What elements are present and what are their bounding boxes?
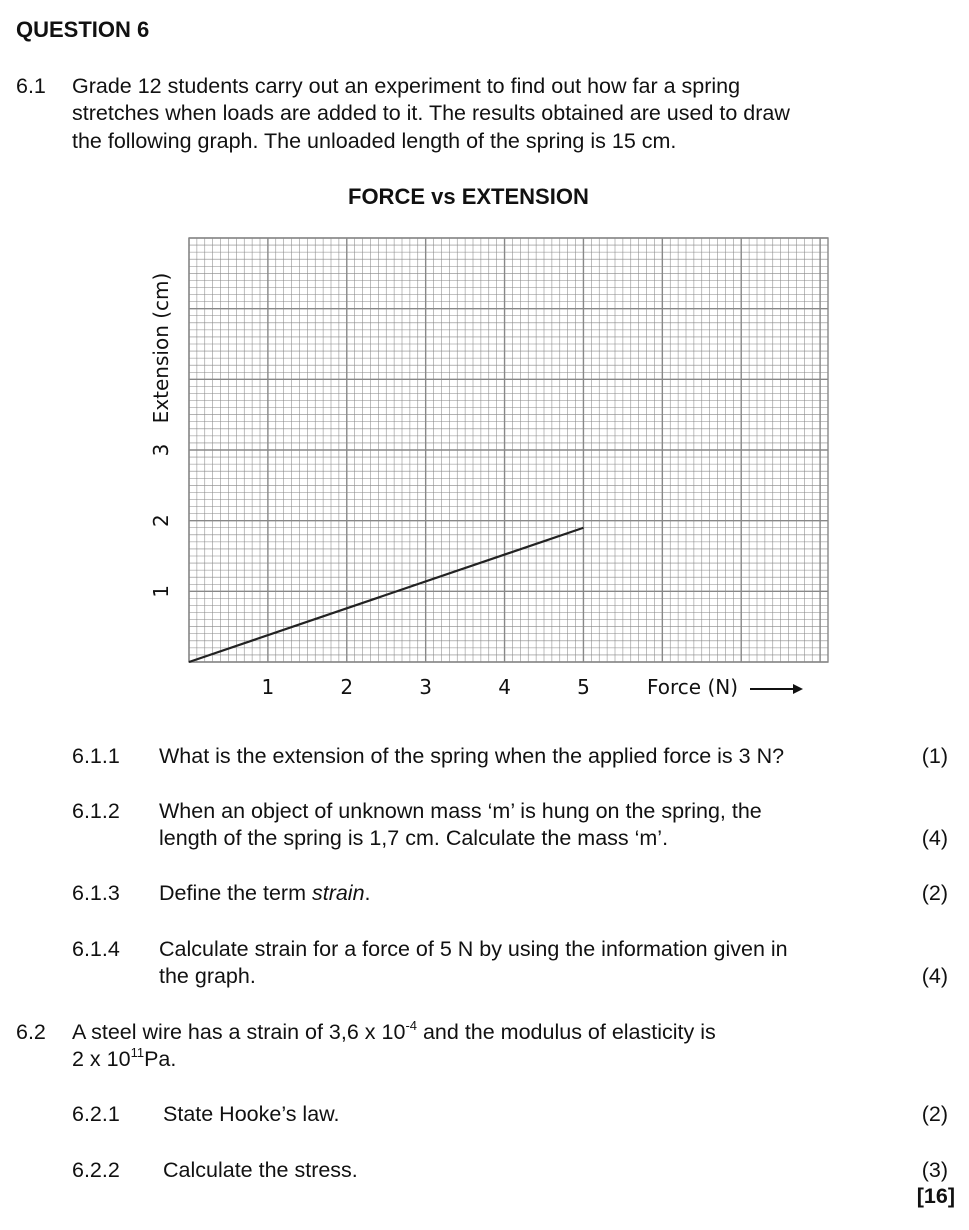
q621-number: 6.2.1 — [72, 1102, 120, 1126]
q62-line-2 — [72, 1046, 176, 1073]
q614-line-1: Calculate strain for a force of 5 N by using the information given in — [159, 937, 788, 961]
x-axis-arrow-head — [793, 684, 803, 694]
q613-term: strain — [311, 881, 365, 905]
x-tick-label: 3 — [419, 675, 433, 699]
q622-marks: (3) — [921, 1158, 948, 1182]
q62-line2-before: 2 x 10 — [72, 1047, 131, 1071]
q62-line2-after: Pa. — [144, 1047, 177, 1071]
q611-marks: (1) — [921, 744, 948, 768]
q614-marks: (4) — [921, 964, 948, 988]
q61-line-3: the following graph. The unloaded length of the spring is 15 cm. — [72, 129, 677, 153]
q62-line2-exponent: 11 — [130, 1045, 145, 1060]
y-axis-label: Extension (cm) — [149, 272, 173, 424]
q621-text: State Hooke’s law. — [163, 1102, 340, 1126]
q614-line-2: the graph. — [159, 964, 256, 988]
question-heading: QUESTION 6 — [16, 17, 150, 42]
q613-number: 6.1.3 — [72, 881, 120, 905]
q614-number: 6.1.4 — [72, 937, 120, 961]
y-tick-label: 1 — [149, 584, 173, 598]
q62-line1-after: and the modulus of elasticity is — [417, 1020, 716, 1044]
q62-line1-before: A steel wire has a strain of 3,6 x 10 — [72, 1020, 406, 1044]
q613-text-before: Define the term — [159, 881, 312, 905]
q622-number: 6.2.2 — [72, 1158, 120, 1182]
q613-text — [159, 880, 371, 907]
q612-line-1: When an object of unknown mass ‘m’ is hung on the spring, the — [159, 799, 762, 823]
q612-number: 6.1.2 — [72, 799, 120, 823]
q62-line-1 — [72, 1019, 716, 1046]
total-marks: [16] — [916, 1184, 955, 1208]
x-axis-label: Force (N) — [647, 675, 739, 699]
q62-line1-exponent: -4 — [405, 1018, 417, 1033]
q611-text: What is the extension of the spring when the applied force is 3 N? — [159, 744, 785, 768]
q62-number: 6.2 — [16, 1020, 46, 1044]
q61-number: 6.1 — [16, 74, 46, 98]
y-tick-label: 3 — [149, 443, 173, 457]
x-tick-label: 1 — [261, 675, 275, 699]
q61-line-2: stretches when loads are added to it. The results obtained are used to draw — [72, 101, 790, 125]
q611-number: 6.1.1 — [72, 744, 120, 768]
q61-line-1: Grade 12 students carry out an experiment to find out how far a spring — [72, 74, 741, 98]
q613-marks: (2) — [921, 881, 948, 905]
q621-marks: (2) — [921, 1102, 948, 1126]
q612-marks: (4) — [921, 826, 948, 850]
x-tick-label: 4 — [498, 675, 511, 699]
y-tick-label: 2 — [149, 514, 173, 528]
q622-text: Calculate the stress. — [163, 1158, 358, 1182]
q612-line-2: length of the spring is 1,7 cm. Calculate the mass ‘m’. — [159, 826, 669, 850]
chart-title: FORCE vs EXTENSION — [348, 184, 589, 209]
x-tick-label: 2 — [340, 675, 354, 699]
q613-text-after: . — [364, 881, 371, 905]
x-tick-label: 5 — [577, 675, 590, 699]
